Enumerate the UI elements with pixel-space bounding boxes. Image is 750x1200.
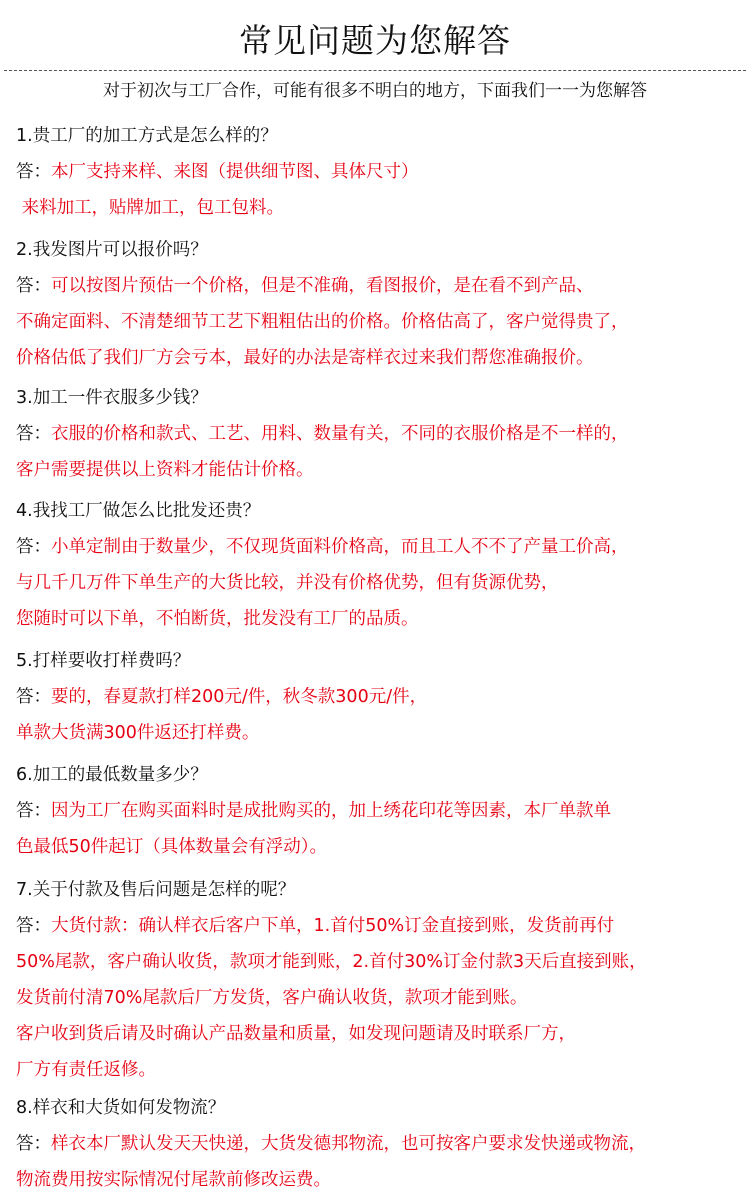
faq-item-6 [16, 757, 744, 865]
answer-8-line-2: 物流费用按实际情况付尾款前修改运费。 [16, 1170, 331, 1190]
faq-item-4 [16, 493, 744, 637]
answer-prefix: 答： [16, 276, 51, 296]
answer-4-line-3: 您随时可以下单，不怕断货，批发没有工厂的品质。 [16, 609, 419, 629]
answer-text: 样衣本厂默认发天天快递，大货发德邦物流，也可按客户要求发快递或物流， [51, 1134, 646, 1154]
answer-text: 大货付款：确认样衣后客户下单，1.首付50%订金直接到账，发货前再付 [51, 916, 615, 936]
answer-1-line-2: 来料加工，贴牌加工，包工包料。 [16, 198, 285, 218]
question-3: 3.加工一件衣服多少钱？ [16, 388, 208, 408]
answer-prefix: 答： [16, 424, 51, 444]
faq-item-5 [16, 643, 744, 751]
dashed-divider [4, 70, 746, 71]
answer-6-line-2: 色最低50件起订（具体数量会有浮动）。 [16, 837, 328, 857]
faq-item-8 [16, 1090, 744, 1198]
answer-7-line-4: 客户收到货后请及时确认产品数量和质量，如发现问题请及时联系厂方， [16, 1024, 576, 1044]
question-7: 7.关于付款及售后问题是怎样的呢？ [16, 880, 296, 900]
answer-text: 可以按图片预估一个价格，但是不准确，看图报价，是在看不到产品、 [51, 276, 594, 296]
answer-3-line-1 [16, 416, 744, 452]
answer-2-line-2: 不确定面料、不清楚细节工艺下粗粗估出的价格。价格估高了，客户觉得贵了， [16, 312, 629, 332]
faq-item-3 [16, 380, 744, 488]
answer-4-line-1 [16, 529, 744, 565]
answer-5-line-1 [16, 679, 744, 715]
question-5: 5.打样要收打样费吗？ [16, 651, 191, 671]
answer-text: 本厂支持来样、来图（提供细节图、具体尺寸） [51, 162, 419, 182]
answer-7-line-3: 发货前付清70%尾款后厂方发货，客户确认收货，款项才能到账。 [16, 988, 528, 1008]
intro-text: 对于初次与工厂合作，可能有很多不明白的地方，下面我们一一为您解答 [103, 81, 647, 101]
answer-prefix: 答： [16, 916, 51, 936]
answer-7-line-5: 厂方有责任返修。 [16, 1060, 156, 1080]
faq-item-7 [16, 872, 744, 1088]
answer-text: 衣服的价格和款式、工艺、用料、数量有关，不同的衣服价格是不一样的， [51, 424, 629, 444]
answer-5-line-2: 单款大货满300件返还打样费。 [16, 723, 260, 743]
faq-item-1 [16, 118, 744, 226]
question-6: 6.加工的最低数量多少？ [16, 765, 208, 785]
answer-3-line-2: 客户需要提供以上资料才能估计价格。 [16, 460, 314, 480]
question-1: 1.贵工厂的加工方式是怎么样的？ [16, 126, 278, 146]
answer-7-line-1 [16, 908, 744, 944]
answer-text: 因为工厂在购买面料时是成批购买的，加上绣花印花等因素，本厂单款单 [51, 801, 611, 821]
answer-prefix: 答： [16, 687, 51, 707]
answer-6-line-1 [16, 793, 744, 829]
answer-text: 小单定制由于数量少，不仅现货面料价格高，而且工人不不了产量工价高， [51, 537, 629, 557]
answer-2-line-3: 价格估低了我们厂方会亏本，最好的办法是寄样衣过来我们帮您准确报价。 [16, 348, 594, 368]
answer-prefix: 答： [16, 801, 51, 821]
question-4: 4.我找工厂做怎么比批发还贵？ [16, 501, 261, 521]
page-title: 常见问题为您解答 [239, 21, 511, 60]
answer-1-line-1 [16, 154, 744, 190]
question-2: 2.我发图片可以报价吗？ [16, 240, 208, 260]
answer-prefix: 答： [16, 1134, 51, 1154]
answer-prefix: 答： [16, 537, 51, 557]
answer-7-line-2: 50%尾款，客户确认收货，款项才能到账，2.首付30%订金付款3天后直接到账， [16, 952, 647, 972]
answer-prefix: 答： [16, 162, 51, 182]
answer-4-line-2: 与几千几万件下单生产的大货比较，并没有价格优势，但有货源优势， [16, 573, 559, 593]
question-8: 8.样衣和大货如何发物流？ [16, 1098, 226, 1118]
answer-8-line-1 [16, 1126, 744, 1162]
answer-text: 要的，春夏款打样200元/件，秋冬款300元/件， [51, 687, 428, 707]
faq-item-2 [16, 232, 744, 376]
answer-2-line-1 [16, 268, 744, 304]
